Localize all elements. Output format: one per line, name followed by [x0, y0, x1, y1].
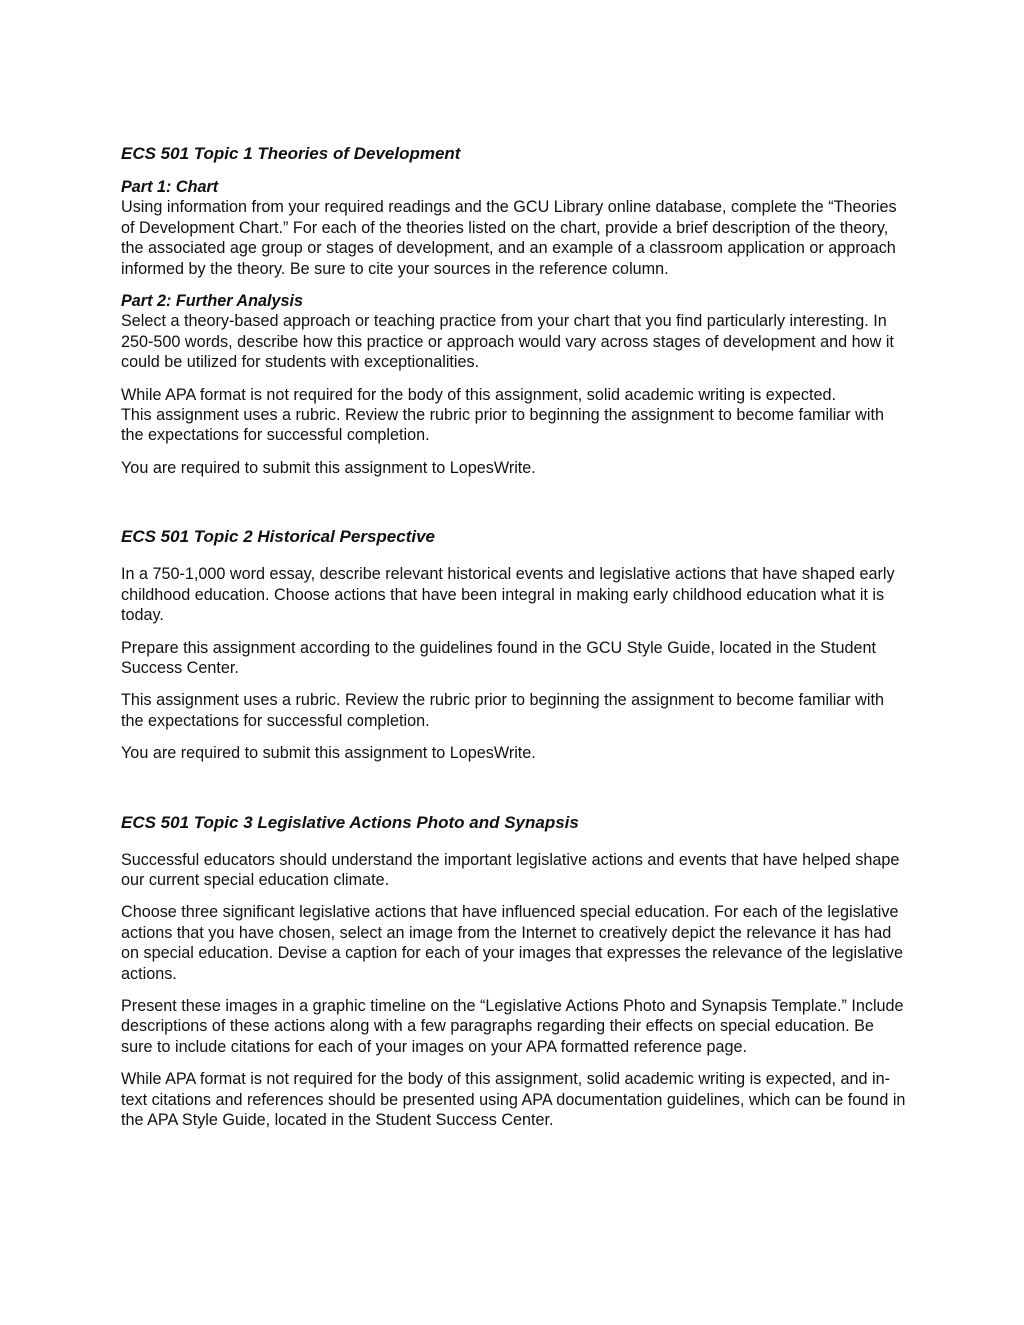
- topic3-apa-note: While APA format is not required for the body of this assignment, solid academic writing is expected, and in-text citations and references should be presented using APA documentation guidelines, which can be found in the APA Style Guide, located in the Student Success Center.: [121, 1070, 906, 1129]
- document-body: [121, 143, 906, 1130]
- part2-body: Select a theory-based approach or teaching practice from your chart that you find particularly interesting. In 250-500 words, describe how this practice or approach would vary across stages of development and how it could be utilized for students with exceptionalities.: [121, 312, 894, 372]
- topic1-section: [121, 143, 906, 478]
- topic3-timeline-note: Present these images in a graphic timeline on the “Legislative Actions Photo and Synapsis Template.” Include descriptions of these actions along with a few paragraphs regarding their effects on special education. Be sure to include citations for each of your images on your APA formatted reference page.: [121, 996, 904, 1056]
- topic3-title: ECS 501 Topic 3 Legislative Actions Photo and Synapsis: [121, 812, 579, 832]
- topic1-rubric-note: This assignment uses a rubric. Review the rubric prior to beginning the assignment to become familiar with the expectations for successful completion.: [121, 406, 884, 445]
- topic2-rubric-note: This assignment uses a rubric. Review the rubric prior to beginning the assignment to become familiar with the expectations for successful completion.: [121, 691, 884, 730]
- topic1-title: ECS 501 Topic 1 Theories of Development: [121, 144, 461, 163]
- topic2-submit-note: You are required to submit this assignment to LopesWrite.: [121, 744, 536, 763]
- topic2-title: ECS 501 Topic 2 Historical Perspective: [121, 527, 436, 547]
- topic2-section: [121, 526, 906, 763]
- topic2-style-note: Prepare this assignment according to the guidelines found in the GCU Style Guide, located in the Student Success Center.: [121, 638, 876, 677]
- topic3-instructions: Choose three significant legislative actions that have influenced special education. For each of the legislative actions that you have chosen, select an image from the Internet to creatively depict the relevance it has had on special education. Devise a caption for each of your images that expresses the relevance of the legislative actions.: [121, 903, 903, 983]
- topic1-apa-note: While APA format is not required for the body of this assignment, solid academic writing is expected.: [121, 385, 836, 404]
- part2-heading: Part 2: Further Analysis: [121, 292, 304, 311]
- part1-heading: Part 1: Chart: [121, 178, 219, 196]
- topic2-body: In a 750-1,000 word essay, describe relevant historical events and legislative actions that have shaped early childhood education. Choose actions that have been integral in making early childhood education what it is today.: [121, 565, 895, 625]
- topic1-submit-note: You are required to submit this assignment to LopesWrite.: [121, 458, 536, 477]
- topic3-section: [121, 812, 906, 1131]
- part1-body: Using information from your required readings and the GCU Library online database, complete the “Theories of Development Chart.” For each of the theories listed on the chart, provide a brief description of the theory, the associated age group or stages of development, and an example of a classroom application or approach informed by the theory. Be sure to cite your sources in the reference column.: [121, 198, 897, 278]
- topic3-intro: Successful educators should understand the important legislative actions and events that have helped shape our current special education climate.: [121, 850, 900, 889]
